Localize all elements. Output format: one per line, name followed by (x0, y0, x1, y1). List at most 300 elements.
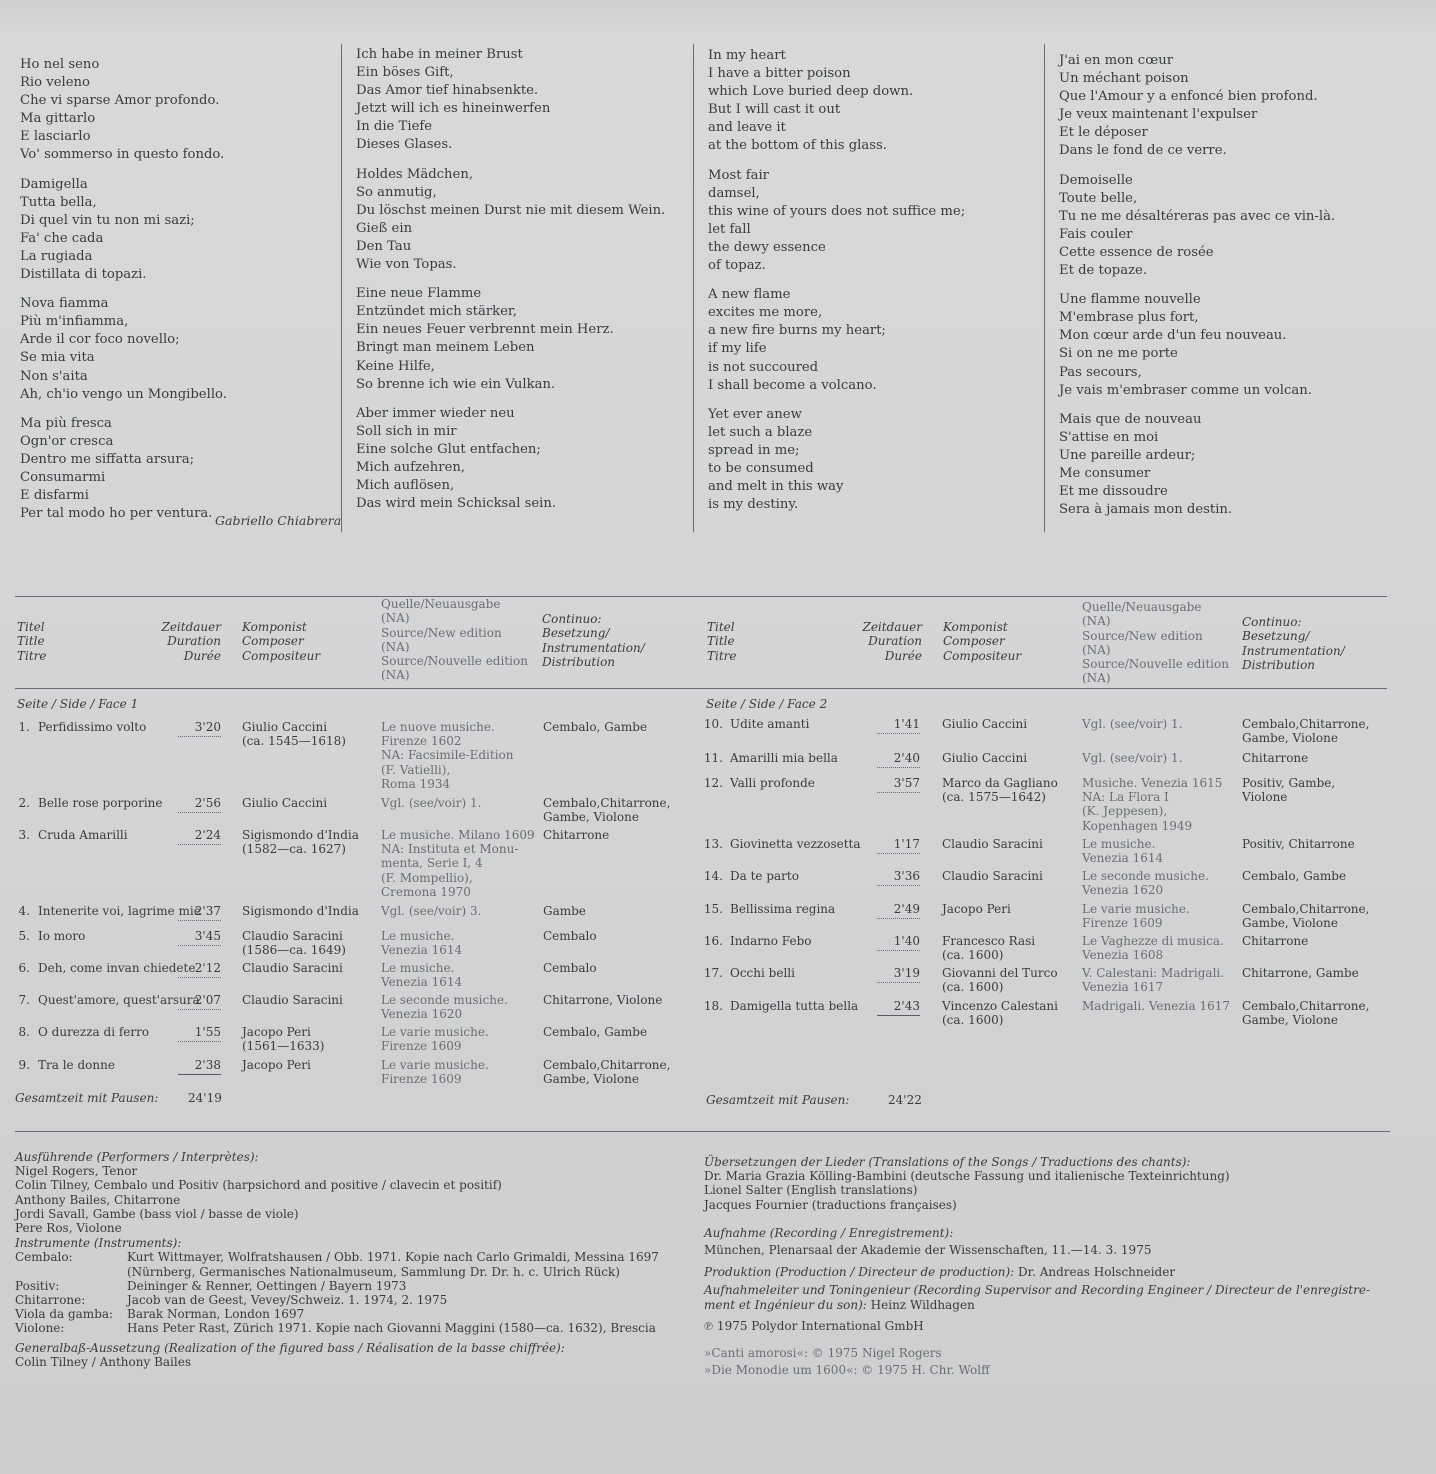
header-continuo-line: Distribution (1242, 657, 1316, 672)
track-number: 14. (703, 869, 723, 883)
track-source-line: Le varie musiche. (1082, 902, 1190, 916)
poem-line: Et me dissoudre (1059, 484, 1168, 500)
poem-line: A new flame (708, 287, 791, 303)
poem-line: Fa' che cada (20, 230, 104, 246)
instrument-row (15, 1307, 685, 1321)
poem-stanza (1059, 411, 1399, 520)
credits-left (15, 1150, 685, 1369)
track-title: Amarilli mia bella (730, 751, 838, 765)
poem-stanza (708, 406, 1038, 515)
instrument-name: Chitarrone: (15, 1293, 86, 1308)
track-composer (942, 999, 1082, 1027)
header-source-line: (NA) (1082, 642, 1111, 657)
track-number: 13. (703, 837, 723, 851)
header-source-line: Quelle/Neuausgabe (1082, 600, 1202, 614)
track-number: 10. (703, 717, 723, 731)
track-composer (942, 902, 1082, 916)
track-continuo (1242, 776, 1392, 804)
track-continuo-line: Gambe, Violone (1242, 916, 1338, 931)
track-source-line: Le musiche. (1082, 837, 1156, 851)
track-composer (242, 720, 380, 748)
header-continuo (1242, 615, 1387, 672)
duration-leader (178, 977, 221, 978)
track-source (381, 993, 541, 1021)
track-source (1082, 837, 1242, 865)
track-number: 6. (18, 961, 30, 975)
poem-line: and melt in this way (708, 479, 844, 495)
track-duration: 3'45 (194, 929, 221, 943)
poem-line: Non s'aita (20, 368, 88, 384)
header-source-line: Quelle/Neuausgabe (381, 597, 501, 611)
track-composer-line: Giulio Caccini (242, 796, 328, 810)
duration-leader (877, 733, 920, 734)
track-duration: 2'40 (893, 751, 920, 765)
track-continuo (543, 929, 693, 943)
track-continuo-line: Positiv, Gambe, (1242, 776, 1336, 790)
track-source-line: Cremona 1970 (381, 884, 471, 899)
poem-line: Mich aufzehren, (356, 459, 466, 475)
track-source (381, 961, 541, 989)
poem-line: Entzündet mich stärker, (356, 304, 517, 320)
instrument-name: Viola da gamba: (15, 1307, 114, 1322)
track-number: 5. (18, 929, 30, 943)
track-duration: 2'38 (194, 1058, 221, 1072)
credits-top-rule (15, 1131, 1390, 1132)
track-source (381, 1025, 541, 1053)
bass-heading: Generalbaß-Aussetzung (Realization of the figured bass / Réalisation de la basse chiffrée): (15, 1340, 565, 1355)
track-continuo (1242, 837, 1392, 851)
poem-line: Ein böses Gift, (356, 65, 454, 81)
track-number: 8. (18, 1025, 30, 1039)
poem-line: Ich habe in meiner Brust (356, 47, 523, 62)
track-source-line: Le musiche. (381, 961, 455, 975)
track-continuo (543, 904, 693, 918)
track-duration: 2'07 (194, 993, 221, 1007)
track-composer-line: Giulio Caccini (942, 751, 1028, 765)
credits-right (704, 1155, 1384, 1377)
poem-stanza (20, 176, 320, 285)
poem-line: Gieß ein (356, 220, 413, 236)
instrument-desc-line: Kurt Wittmayer, Wolfratshausen / Obb. 1971. Kopie nach Carlo Grimaldi, Messina 1697 (127, 1250, 659, 1265)
track-composer-line: Jacopo Peri (242, 1025, 311, 1039)
track-source-line: Vgl. (see/voir) 1. (1082, 751, 1183, 765)
translations-list (704, 1169, 1384, 1212)
poem-line: Jetzt will ich es hineinwerfen (356, 101, 551, 117)
header-source-line: (NA) (1082, 671, 1111, 686)
header-continuo-line: Instrumentation/ (1242, 643, 1345, 658)
header-source-line: (NA) (1082, 614, 1111, 629)
track-composer-line: Claudio Saracini (242, 929, 343, 943)
track-number: 2. (18, 796, 30, 810)
track-composer-line: Sigismondo d'India (242, 904, 359, 918)
poem-line: Per tal modo ho per ventura. (20, 506, 213, 522)
poem-line: Most fair (708, 167, 769, 183)
copyright-line: ℗ 1975 Polydor International GmbH (704, 1318, 924, 1333)
total-rule (877, 1015, 920, 1016)
track-duration: 1'55 (194, 1025, 221, 1039)
side1-label: Seite / Side / Face 1 (17, 697, 139, 711)
track-continuo-line: Chitarrone (1242, 934, 1309, 948)
poem-line: Ma più fresca (20, 415, 112, 431)
poem-line: In my heart (708, 48, 786, 63)
track-source-line: Vgl. (see/voir) 3. (381, 904, 482, 918)
track-continuo-line: Violone (1242, 790, 1288, 805)
header-duration-line: Zeitdauer (161, 620, 221, 634)
track-source-line: V. Calestani: Madrigali. (1082, 966, 1225, 980)
track-source-line: Roma 1934 (381, 776, 451, 791)
track-continuo (543, 796, 693, 824)
poem-line: Di quel vin tu non mi sazi; (20, 212, 195, 228)
table-header-rule (15, 688, 1387, 689)
poem-line: Du löschst meinen Durst nie mit diesem Wein. (356, 202, 666, 218)
side2-label: Seite / Side / Face 2 (706, 697, 828, 711)
poem-line: Nova fiamma (20, 296, 109, 312)
duration-leader (178, 844, 221, 845)
poem-line: Distillata di topazi. (20, 267, 147, 283)
track-source-line: Firenze 1602 (381, 734, 462, 749)
track-duration: 1'40 (893, 934, 920, 948)
poem-line: Damigella (20, 176, 88, 192)
track-source-line: NA: La Flora I (1082, 790, 1169, 805)
track-number: 7. (18, 993, 30, 1007)
track-source-line: Firenze 1609 (381, 1039, 462, 1054)
poem-line: Ogn'or cresca (20, 433, 114, 449)
header-composer-line: Compositeur (943, 648, 1022, 663)
poem-stanza (1059, 291, 1399, 400)
poem-line: Yet ever anew (708, 406, 802, 422)
poem-line: E lasciarlo (20, 129, 91, 145)
header-title (17, 620, 137, 663)
track-source (1082, 902, 1242, 930)
poem-stanza (1059, 52, 1399, 161)
instrument-desc (127, 1250, 685, 1278)
duration-leader (178, 812, 221, 813)
poem-author: Gabriello Chiabrera (215, 513, 342, 528)
track-source-line: (F. Vatielli), (381, 762, 451, 777)
poem-german (356, 46, 686, 524)
track-source-line: Le varie musiche. (381, 1058, 489, 1072)
track-continuo-line: Chitarrone (1242, 751, 1309, 765)
poem-line: this wine of yours does not suffice me; (708, 203, 966, 219)
poem-line: Consumarmi (20, 469, 106, 485)
poem-stanza (356, 166, 686, 275)
total-rule (178, 1074, 221, 1075)
poem-line: M'embrase plus fort, (1059, 310, 1199, 326)
track-continuo (543, 1025, 693, 1039)
poem-stanza (356, 46, 686, 155)
track-source-line: (F. Mompellio), (381, 870, 473, 885)
header-continuo-line: Besetzung/ (1242, 629, 1310, 644)
poem-line: Je vais m'embraser comme un volcan. (1059, 382, 1312, 398)
track-composer-line: Jacopo Peri (242, 1058, 311, 1072)
track-continuo-line: Cembalo,Chitarrone, (1242, 902, 1370, 916)
track-composer-line: Claudio Saracini (242, 961, 343, 975)
instrument-row (15, 1250, 685, 1278)
track-composer-line: (ca. 1600) (942, 948, 1004, 963)
poem-line: So anmutig, (356, 184, 437, 200)
recording-heading: Aufnahme (Recording / Enregistrement): (704, 1225, 954, 1240)
header-duration-line: Duration (167, 634, 221, 649)
poem-line: Bringt man meinem Leben (356, 340, 535, 356)
performer-line: Colin Tilney, Cembalo und Positiv (harpsichord and positive / clavecin et positif) (15, 1178, 502, 1193)
header-title-line: Titre (17, 648, 47, 663)
supervisor-heading-2: ment et Ingénieur du son): (704, 1297, 867, 1312)
duration-leader (877, 767, 920, 768)
translations-heading: Übersetzungen der Lieder (Translations of the Songs / Traductions des chants): (704, 1155, 1191, 1169)
poem-line: Tu ne me désaltéreras pas avec ce vin-là. (1059, 208, 1336, 224)
duration-leader (178, 1009, 221, 1010)
poem-line: Ma gittarlo (20, 111, 96, 127)
poem-line: Pas secours, (1059, 364, 1142, 380)
track-composer (942, 934, 1082, 962)
poem-line: is my destiny. (708, 497, 799, 513)
track-title: Bellissima regina (730, 902, 836, 916)
track-composer (242, 1025, 380, 1053)
poem-line: Un méchant poison (1059, 71, 1189, 87)
track-source-line: Le varie musiche. (381, 1025, 489, 1039)
poem-line: Que l'Amour y a enfoncé bien profond. (1059, 89, 1318, 105)
track-continuo-line: Cembalo,Chitarrone, (543, 1058, 671, 1072)
track-title: Intenerite voi, lagrime mie (38, 904, 201, 918)
poem-stanza (1059, 172, 1399, 281)
header-title-line: Titel (17, 620, 45, 634)
track-continuo-line: Gambe, Violone (543, 810, 639, 825)
poem-line: the dewy essence (708, 239, 826, 255)
poem-line: Sera à jamais mon destin. (1059, 502, 1233, 518)
track-source-line: Venezia 1614 (381, 975, 463, 990)
track-title: Da te parto (730, 869, 799, 883)
track-duration: 2'49 (893, 902, 920, 916)
track-title: O durezza di ferro (38, 1025, 150, 1039)
track-number: 16. (703, 934, 723, 948)
production-heading: Produktion (Production / Directeur de production): (704, 1265, 1015, 1280)
track-continuo-line: Chitarrone, Gambe (1242, 966, 1359, 980)
header-source-line: (NA) (381, 611, 410, 626)
poem-line: Une flamme nouvelle (1059, 292, 1201, 308)
header-title-line: Titel (707, 620, 735, 634)
poem-line: which Love buried deep down. (708, 84, 914, 100)
poem-line: Cette essence de rosée (1059, 244, 1214, 260)
poem-stanza (20, 415, 320, 524)
poem-line: let fall (708, 221, 751, 237)
header-composer-line: Composer (242, 634, 304, 649)
track-composer (242, 828, 380, 856)
poem-line: Keine Hilfe, (356, 358, 435, 374)
header-duration-line: Duration (868, 634, 922, 649)
track-composer-line: Marco da Gagliano (942, 776, 1058, 790)
track-composer-line: Vincenzo Calestani (942, 999, 1058, 1013)
track-continuo-line: Cembalo (543, 961, 597, 975)
poem-line: Ah, ch'io vengo un Mongibello. (20, 386, 227, 402)
column-divider (693, 44, 694, 532)
instrument-desc (127, 1307, 685, 1321)
poem-stanza (356, 405, 686, 514)
track-source-line: Venezia 1614 (1082, 851, 1164, 866)
poem-stanza (356, 285, 686, 394)
poem-line: La rugiada (20, 248, 93, 264)
track-composer (942, 869, 1082, 883)
header-source-line: Source/New edition (1082, 628, 1203, 643)
duration-leader (877, 918, 920, 919)
track-composer (942, 837, 1082, 851)
track-continuo-line: Chitarrone, Violone (543, 993, 663, 1007)
header-continuo-line: Distribution (542, 654, 616, 669)
poem-stanza (20, 295, 320, 404)
instrument-desc-line: Jacob van de Geest, Vevey/Schweiz. 1. 1974, 2. 1975 (127, 1293, 448, 1308)
header-duration (840, 620, 922, 663)
poem-line: of topaz. (708, 258, 766, 274)
poem-line: and leave it (708, 120, 786, 136)
track-duration: 3'19 (893, 966, 920, 980)
track-number: 17. (703, 966, 723, 980)
instrument-name: Violone: (15, 1321, 65, 1336)
instrument-desc (127, 1279, 685, 1293)
track-source (1082, 999, 1242, 1013)
poem-line: Holdes Mädchen, (356, 166, 474, 182)
track-source-line: Venezia 1608 (1082, 948, 1164, 963)
instrument-row (15, 1293, 685, 1307)
track-composer-line: Francesco Rasi (942, 934, 1036, 948)
track-composer-line: (ca. 1600) (942, 1013, 1004, 1028)
header-source-line: Source/Nouvelle edition (1082, 657, 1229, 672)
track-source (1082, 869, 1242, 897)
performer-line: Nigel Rogers, Tenor (15, 1164, 138, 1179)
duration-leader (178, 1041, 221, 1042)
performer-line: Anthony Bailes, Chitarrone (15, 1192, 181, 1207)
instrument-desc-line: (Nürnberg, Germanisches Nationalmuseum, Sammlung Dr. Dr. h. c. Ulrich Rück) (127, 1264, 620, 1279)
poem-line: Che vi sparse Amor profondo. (20, 93, 220, 109)
track-source-line: Le nuove musiche. (381, 720, 495, 734)
header-duration-line: Durée (183, 648, 221, 663)
track-continuo (1242, 934, 1392, 948)
header-source-line: (NA) (381, 668, 410, 683)
track-continuo (543, 828, 693, 842)
track-title: Tra le donne (38, 1058, 115, 1072)
track-composer (242, 993, 380, 1007)
duration-leader (877, 885, 920, 886)
poem-line: Fais couler (1059, 226, 1133, 242)
track-title: Occhi belli (730, 966, 795, 980)
poem-line: S'attise en moi (1059, 429, 1159, 445)
side1-total-label: Gesamtzeit mit Pausen: (15, 1091, 159, 1105)
poem-line: if my life (708, 341, 767, 357)
track-duration: 2'24 (194, 828, 221, 842)
track-continuo-line: Cembalo,Chitarrone, (543, 796, 671, 810)
track-source (381, 796, 541, 810)
track-source-line: Vgl. (see/voir) 1. (381, 796, 482, 810)
duration-leader (877, 853, 920, 854)
track-title: Belle rose porporine (38, 796, 163, 810)
poem-english (708, 47, 1038, 525)
poem-line: E disfarmi (20, 488, 90, 504)
track-title: Giovinetta vezzosetta (730, 837, 861, 851)
track-continuo-line: Gambe, Violone (1242, 1013, 1338, 1028)
poem-line: Ho nel seno (20, 57, 100, 72)
supervisor-line (704, 1298, 1384, 1312)
track-source-line: menta, Serie I, 4 (381, 856, 483, 871)
track-composer (942, 776, 1082, 804)
track-number: 12. (703, 776, 723, 790)
poem-line: Et le déposer (1059, 125, 1148, 141)
track-source-line: Kopenhagen 1949 (1082, 818, 1193, 833)
poem-line: excites me more, (708, 305, 823, 321)
header-source-line: Source/Nouvelle edition (381, 654, 528, 669)
track-continuo (543, 720, 693, 734)
poem-line: Das wird mein Schicksal sein. (356, 496, 557, 512)
header-duration-line: Zeitdauer (862, 620, 922, 634)
header-title-line: Titre (707, 648, 737, 663)
header-composer (943, 620, 1073, 663)
track-source (1082, 751, 1242, 765)
track-continuo (543, 1058, 693, 1086)
instrument-name: Cembalo: (15, 1250, 73, 1265)
track-number: 18. (703, 999, 723, 1013)
track-composer-line: (1582—ca. 1627) (242, 842, 346, 857)
track-continuo (1242, 902, 1392, 930)
poem-stanza (708, 47, 1038, 156)
poem-line: Wie von Topas. (356, 257, 457, 273)
instrument-desc-line: Barak Norman, London 1697 (127, 1307, 305, 1322)
track-continuo-line: Cembalo (543, 929, 597, 943)
poem-line: Eine solche Glut entfachen; (356, 441, 541, 457)
track-continuo-line: Gambe (543, 904, 586, 918)
poem-line: damsel, (708, 185, 760, 201)
production-line (704, 1265, 1384, 1279)
header-title (707, 620, 827, 663)
track-continuo-line: Gambe, Violone (1242, 731, 1338, 746)
track-duration: 3'57 (893, 776, 920, 790)
poem-line: Tutta bella, (20, 194, 97, 210)
track-source (1082, 776, 1242, 833)
poem-line: let such a blaze (708, 424, 813, 440)
header-composer-line: Komponist (943, 620, 1008, 634)
header-composer (242, 620, 372, 663)
track-composer-line: Jacopo Peri (942, 902, 1011, 916)
track-composer-line: Giulio Caccini (942, 717, 1028, 731)
side1-total: 24'19 (188, 1091, 222, 1105)
track-composer-line: (1561—1633) (242, 1039, 325, 1054)
instrument-row (15, 1279, 685, 1293)
track-title: Valli profonde (730, 776, 815, 790)
track-source-line: Le Vaghezze di musica. (1082, 934, 1224, 948)
poem-line: J'ai en mon cœur (1059, 53, 1174, 68)
copyright-monodie: »Die Monodie um 1600«: © 1975 H. Chr. Wolff (704, 1363, 990, 1378)
column-divider (1044, 44, 1045, 532)
track-composer (942, 966, 1082, 994)
side2-total: 24'22 (888, 1093, 922, 1107)
track-source-line: Le seconde musiche. (1082, 869, 1209, 883)
header-title-line: Title (707, 634, 735, 649)
track-composer (242, 796, 380, 810)
track-source (381, 828, 541, 899)
header-title-line: Title (17, 634, 45, 649)
track-composer (242, 1058, 380, 1072)
poem-line: Dieses Glases. (356, 137, 453, 153)
track-composer-line: (1586—ca. 1649) (242, 943, 346, 958)
track-duration: 2'37 (194, 904, 221, 918)
track-source-line: Venezia 1617 (1082, 980, 1164, 995)
performer-line: Pere Ros, Violone (15, 1221, 122, 1236)
translator-line: Jacques Fournier (traductions françaises) (704, 1197, 957, 1212)
track-source (381, 929, 541, 957)
track-composer-line: (ca. 1575—1642) (942, 790, 1046, 805)
translator-line: Dr. Maria Grazia Kölling-Bambini (deutsche Fassung und italienische Texteinrichtung) (704, 1169, 1230, 1184)
track-continuo-line: Gambe, Violone (543, 1072, 639, 1087)
instrument-desc (127, 1321, 685, 1335)
poem-line: Den Tau (356, 238, 412, 254)
poem-stanza (708, 167, 1038, 276)
poem-line: Più m'infiamma, (20, 314, 129, 330)
